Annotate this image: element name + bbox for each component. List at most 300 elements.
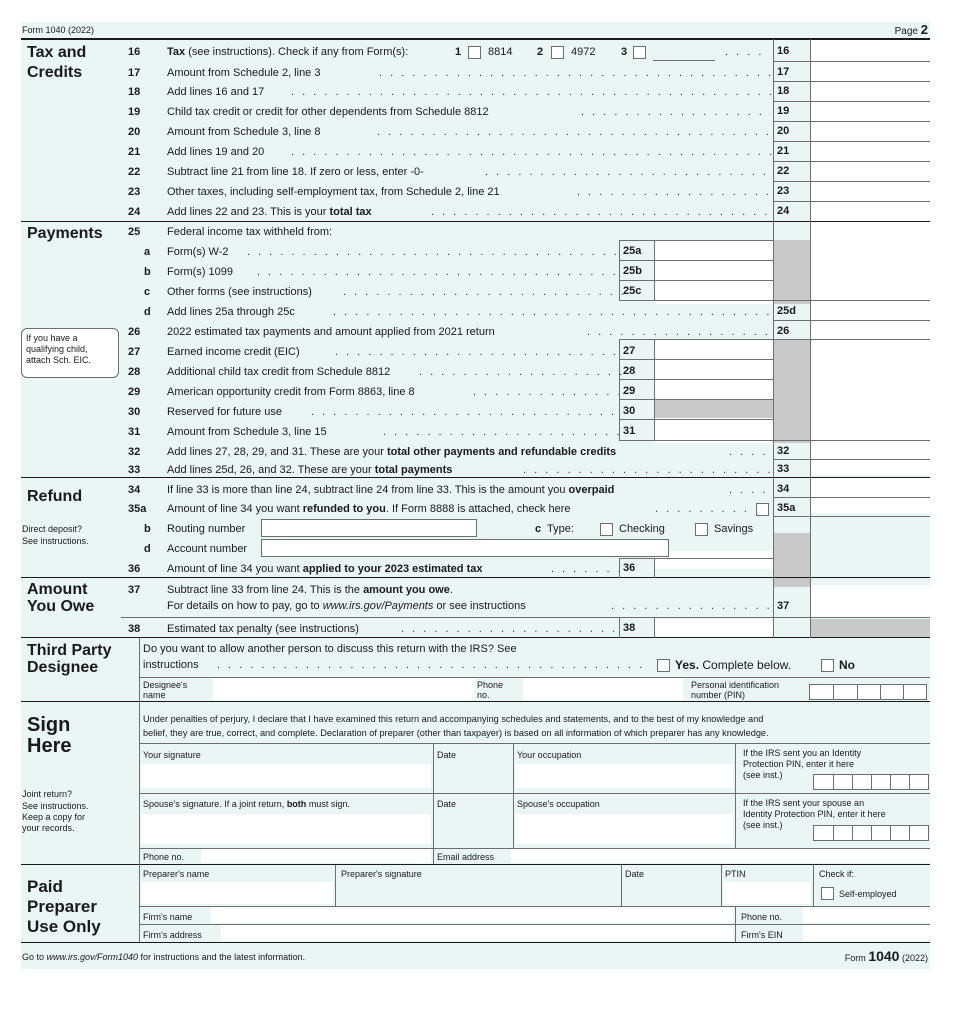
rule xyxy=(433,849,434,864)
ippin-label-3: (see inst.) xyxy=(743,770,783,780)
ippin-label-1: If the IRS sent you an Identity xyxy=(743,748,862,758)
shaded-cell-25abc xyxy=(773,240,810,304)
designee-pin-input[interactable] xyxy=(809,684,927,700)
savings-checkbox[interactable] xyxy=(695,523,708,536)
line-28-label: Additional child tax credit from Schedule 8812 xyxy=(167,366,391,378)
box-32: 32 xyxy=(777,445,790,457)
line-25b-letter: b xyxy=(144,266,151,278)
leader-dots xyxy=(577,186,771,199)
footer-go-to: Go to xyxy=(22,952,47,962)
perjury-line-2: belief, they are true, correct, and complete. Declaration of preparer (other than taxpayer) is based on all information of which preparer has any knowledge. xyxy=(143,728,769,738)
line-16-bold: Tax xyxy=(167,46,186,58)
joint-note-3: Keep a copy for xyxy=(22,812,86,822)
line-33-label xyxy=(167,464,452,477)
spouse-ippin-label-2: Identity Protection PIN, enter it here xyxy=(743,809,886,819)
rule xyxy=(773,497,930,498)
line-29-num: 29 xyxy=(128,386,141,398)
direct-deposit-note-2: See instructions. xyxy=(22,536,89,546)
line-35a-bold: refunded to you xyxy=(302,503,386,515)
header-rule xyxy=(21,38,930,40)
rule xyxy=(773,300,930,301)
rule xyxy=(139,702,140,942)
other-form-checkbox[interactable] xyxy=(633,46,646,59)
designee-pin-label-1: Personal identification xyxy=(691,680,780,690)
rule xyxy=(619,300,773,301)
line-35a-text2: . If Form 8888 is attached, check here xyxy=(385,503,571,515)
line-25c-label: Other forms (see instructions) xyxy=(167,286,312,298)
page-num: 2 xyxy=(920,22,928,37)
eic-note-line: If you have a xyxy=(26,333,78,343)
box-20: 20 xyxy=(777,125,790,137)
preparer-signature-label: Preparer's signature xyxy=(341,869,422,879)
rule xyxy=(654,558,655,578)
inner-amount-25abc xyxy=(654,240,773,304)
line-19-label: Child tax credit or credit for other dependents from Schedule 8812 xyxy=(167,106,489,118)
perjury-line-1: Under penalties of perjury, I declare that I have examined this return and accompanying schedules and statements, and to the best of my knowledge and xyxy=(143,714,764,724)
shaded-line-38 xyxy=(810,619,930,638)
line-27-label: Earned income credit (EIC) xyxy=(167,346,300,358)
account-type-label: Type: xyxy=(547,523,574,535)
designee-name-label-1: Designee's xyxy=(143,680,188,690)
page-prefix: Page xyxy=(894,26,918,37)
section-sign-2: Here xyxy=(27,735,72,757)
rule xyxy=(121,617,773,618)
line-38-label: Estimated tax penalty (see instructions) xyxy=(167,623,359,635)
line-18-label: Add lines 16 and 17 xyxy=(167,86,265,98)
box-29: 29 xyxy=(623,385,636,397)
firm-phone-input[interactable] xyxy=(803,907,930,923)
line-31-num: 31 xyxy=(128,426,141,438)
leader-dots xyxy=(431,206,771,219)
rule xyxy=(773,440,930,441)
line-16-label xyxy=(167,46,408,59)
line-32-bold: total other payments and refundable credits xyxy=(386,446,617,458)
box-28: 28 xyxy=(623,365,636,377)
firm-ein-input[interactable] xyxy=(803,925,930,941)
form-8814-checkbox[interactable] xyxy=(468,46,481,59)
spouse-ippin-label-3: (see inst.) xyxy=(743,820,783,830)
designee-no-checkbox[interactable] xyxy=(821,659,834,672)
line-25c-letter: c xyxy=(144,286,151,298)
leader-dots xyxy=(311,406,623,419)
leader-dots xyxy=(401,623,623,636)
leader-dots xyxy=(611,600,771,613)
routing-label: Routing number xyxy=(167,523,246,535)
self-employed-checkbox[interactable] xyxy=(821,887,834,900)
line-34-label xyxy=(167,484,614,497)
line-30-num: 30 xyxy=(128,406,141,418)
rule xyxy=(621,865,622,906)
leader-dots xyxy=(377,126,771,139)
designee-no-label: No xyxy=(839,658,855,672)
leader-dots xyxy=(473,386,623,399)
box-25d: 25d xyxy=(777,305,796,317)
form-4972-checkbox[interactable] xyxy=(551,46,564,59)
rule xyxy=(735,744,736,849)
preparer-name-input[interactable] xyxy=(141,882,333,904)
rule xyxy=(773,516,930,517)
rule xyxy=(619,339,620,441)
rule xyxy=(619,280,773,281)
leader-dots xyxy=(729,446,771,459)
section-payments: Payments xyxy=(27,225,103,242)
designee-name-label-2: name xyxy=(143,690,166,700)
line-16-text: (see instructions). Check if any from Form(s): xyxy=(185,46,409,58)
firm-name-label: Firm's name xyxy=(143,912,193,922)
line-37-details xyxy=(167,600,526,613)
rule xyxy=(773,161,930,162)
rule xyxy=(773,201,930,202)
footer-rest: for instructions and the latest information. xyxy=(138,952,306,962)
spouse-date-label: Date xyxy=(437,799,457,809)
checking-checkbox[interactable] xyxy=(600,523,613,536)
section-rule xyxy=(21,221,930,222)
savings-label: Savings xyxy=(714,523,754,535)
rule xyxy=(619,558,620,578)
line-34-text: If line 33 is more than line 24, subtract line 24 from line 33. This is the amount you xyxy=(167,484,569,496)
routing-number-input[interactable] xyxy=(261,519,477,537)
account-number-input[interactable] xyxy=(261,539,669,557)
inner-amount-27-31 xyxy=(654,339,773,443)
line-32-num: 32 xyxy=(128,446,141,458)
section-preparer-2: Preparer xyxy=(27,897,97,916)
form-8814-label: 8814 xyxy=(488,46,513,58)
box-21: 21 xyxy=(777,145,790,157)
rule xyxy=(773,222,774,478)
occupation-input[interactable] xyxy=(515,764,733,788)
line-22-num: 22 xyxy=(128,166,141,178)
box-22: 22 xyxy=(777,165,790,177)
rule xyxy=(810,478,811,578)
amount-column-owe xyxy=(810,585,930,618)
rule xyxy=(619,379,773,380)
box-17: 17 xyxy=(777,66,790,78)
designee-yes-checkbox[interactable] xyxy=(657,659,670,672)
spouse-occupation-input[interactable] xyxy=(515,814,733,844)
section-amount-owe-1: Amount xyxy=(27,581,88,598)
line-34-num: 34 xyxy=(128,484,141,496)
box-23: 23 xyxy=(777,185,790,197)
line-19-num: 19 xyxy=(128,106,141,118)
line-16-opt3: 3 xyxy=(621,46,628,58)
leader-dots xyxy=(725,46,769,59)
footer-form-label xyxy=(845,948,928,964)
line-31-label: Amount from Schedule 3, line 15 xyxy=(167,426,327,438)
leader-dots xyxy=(257,266,623,279)
rule xyxy=(654,339,655,441)
account-type-letter: c xyxy=(535,523,542,535)
section-tax-credits-2: Credits xyxy=(27,64,83,81)
line-33-bold: total payments xyxy=(374,464,453,476)
routing-letter: b xyxy=(144,523,151,535)
line-28-num: 28 xyxy=(128,366,141,378)
date-label: Date xyxy=(437,750,457,760)
line-35a-text: Amount of line 34 you want xyxy=(167,503,303,515)
rule xyxy=(619,618,620,638)
line-16-opt2: 2 xyxy=(537,46,544,58)
rule xyxy=(810,578,811,638)
your-signature-label: Your signature xyxy=(143,750,201,760)
line-32-label xyxy=(167,446,616,459)
designee-pin-label-2: number (PIN) xyxy=(691,690,746,700)
email-label: Email address xyxy=(437,852,495,862)
section-third-party-1: Third Party xyxy=(27,642,112,659)
line-17-num: 17 xyxy=(128,67,141,79)
leader-dots xyxy=(333,306,771,319)
line-35a-num: 35a xyxy=(128,503,147,515)
box-16: 16 xyxy=(777,45,790,57)
designee-question-1: Do you want to allow another person to discuss this return with the IRS? See xyxy=(143,643,517,655)
box-33: 33 xyxy=(777,463,790,475)
rule xyxy=(654,240,655,301)
section-rule xyxy=(21,942,930,943)
rule xyxy=(810,39,811,222)
form-1040-page-2 xyxy=(21,22,930,969)
line-30-label: Reserved for future use xyxy=(167,406,282,418)
account-label: Account number xyxy=(167,543,248,555)
leader-dots xyxy=(581,106,771,119)
rule xyxy=(773,578,774,638)
line-24-num: 24 xyxy=(128,206,141,218)
line-36-label xyxy=(167,563,482,576)
rule xyxy=(773,478,774,578)
rule xyxy=(139,638,140,702)
leader-dots xyxy=(379,67,771,80)
direct-deposit-note-1: Direct deposit? xyxy=(22,524,83,534)
phone-input[interactable] xyxy=(201,849,431,863)
line-24-label xyxy=(167,206,372,219)
ptin-label: PTIN xyxy=(725,869,746,879)
account-letter: d xyxy=(144,543,151,555)
spouse-occupation-label: Spouse's occupation xyxy=(517,799,600,809)
line-24-text: Add lines 22 and 23. This is your xyxy=(167,206,330,218)
rule xyxy=(619,558,773,559)
firm-address-input[interactable] xyxy=(221,925,733,941)
line-16-opt1: 1 xyxy=(455,46,462,58)
form-year-label: Form 1040 (2022) xyxy=(22,25,95,35)
shaded-cell-routing xyxy=(773,533,810,587)
amount-column-25 xyxy=(810,240,930,304)
line-25a-label: Form(s) W-2 xyxy=(167,246,229,258)
footer-instructions xyxy=(22,952,305,962)
line-29-label: American opportunity credit from Form 8863, line 8 xyxy=(167,386,415,398)
box-34: 34 xyxy=(777,483,790,495)
amount-column-refund xyxy=(810,477,930,513)
self-employed-label: Self-employed xyxy=(839,889,897,899)
spouse-ippin-label-1: If the IRS sent your spouse an xyxy=(743,798,865,808)
rule xyxy=(773,459,930,460)
line-37-num: 37 xyxy=(128,584,141,596)
spouse-signature-label xyxy=(143,799,350,809)
designee-question-2: instructions xyxy=(143,659,199,671)
firm-phone-label: Phone no. xyxy=(741,912,783,922)
line-37-end: . xyxy=(449,584,453,596)
designee-phone-input[interactable] xyxy=(523,678,683,700)
designee-yes-label xyxy=(675,659,791,672)
line-25-num: 25 xyxy=(128,226,141,238)
inner-amount-38 xyxy=(654,619,773,638)
rule xyxy=(619,359,773,360)
rule xyxy=(654,618,655,638)
line-25b-label: Form(s) 1099 xyxy=(167,266,234,278)
line-20-num: 20 xyxy=(128,126,141,138)
line-25d-letter: d xyxy=(144,306,151,318)
payments-link[interactable]: www.irs.gov/Payments xyxy=(322,600,434,612)
footer-form-word: Form xyxy=(844,953,866,963)
rule xyxy=(773,617,930,618)
your-signature-input[interactable] xyxy=(141,764,431,788)
footer-year: (2022) xyxy=(901,953,928,963)
rule xyxy=(619,419,773,420)
section-preparer-1: Paid xyxy=(27,877,63,896)
line-20-label: Amount from Schedule 3, line 8 xyxy=(167,126,321,138)
joint-note-2: See instructions. xyxy=(22,801,89,811)
occupation-label: Your occupation xyxy=(517,750,582,760)
section-rule xyxy=(21,477,930,478)
line-23-num: 23 xyxy=(128,186,141,198)
line-21-label: Add lines 19 and 20 xyxy=(167,146,265,158)
box-25c: 25c xyxy=(623,285,642,297)
spouse-sig-bold: both xyxy=(286,799,307,809)
designee-yes-text: Complete below. xyxy=(699,658,792,672)
rule xyxy=(773,81,930,82)
box-19: 19 xyxy=(777,105,790,117)
leader-dots xyxy=(217,659,651,672)
box-30: 30 xyxy=(623,405,636,417)
section-rule xyxy=(21,701,930,702)
amount-column-payments xyxy=(810,304,930,475)
leader-dots xyxy=(655,503,751,516)
checking-label: Checking xyxy=(619,523,665,535)
line-36-num: 36 xyxy=(128,563,141,575)
ippin-input[interactable] xyxy=(813,774,929,790)
firm-address-label: Firm's address xyxy=(143,930,202,940)
form-4972-label: 4972 xyxy=(571,46,596,58)
line-36-bold: applied to your 2023 estimated tax xyxy=(302,563,483,575)
section-rule xyxy=(21,637,930,638)
other-form-input[interactable] xyxy=(653,60,715,61)
firm-name-input[interactable] xyxy=(211,907,733,923)
spouse-ippin-input[interactable] xyxy=(813,825,929,841)
leader-dots xyxy=(383,426,623,439)
leader-dots xyxy=(729,484,771,497)
rule xyxy=(619,240,620,301)
rule xyxy=(773,339,930,340)
line-24-bold: total tax xyxy=(329,206,372,218)
line-38-num: 38 xyxy=(128,623,141,635)
section-rule xyxy=(21,577,930,578)
box-18: 18 xyxy=(777,85,790,97)
rule xyxy=(619,339,773,340)
leader-dots xyxy=(343,286,623,299)
line-25-label: Federal income tax withheld from: xyxy=(167,226,333,238)
ptin-input[interactable] xyxy=(723,882,811,904)
section-amount-owe-2: You Owe xyxy=(27,598,95,615)
section-refund: Refund xyxy=(27,488,83,505)
designee-phone-label-1: Phone xyxy=(477,680,504,690)
line-27-num: 27 xyxy=(128,346,141,358)
spouse-signature-input[interactable] xyxy=(141,814,431,844)
rule xyxy=(721,865,722,906)
rule xyxy=(813,865,814,906)
designee-phone-label-2: no. xyxy=(477,690,490,700)
line-18-num: 18 xyxy=(128,86,141,98)
section-preparer-3: Use Only xyxy=(27,917,101,936)
line-36-text: Amount of line 34 you want xyxy=(167,563,303,575)
form-8888-checkbox[interactable] xyxy=(756,503,769,516)
footer-form-num: 1040 xyxy=(868,948,900,964)
firm-ein-label: Firm's EIN xyxy=(741,930,783,940)
rule xyxy=(335,865,336,906)
leader-dots xyxy=(551,563,623,576)
leader-dots xyxy=(419,366,623,379)
rule xyxy=(773,320,930,321)
leader-dots xyxy=(291,86,771,99)
shaded-line-30 xyxy=(654,400,773,418)
section-rule xyxy=(21,864,930,865)
page-number xyxy=(895,22,928,37)
eic-note xyxy=(21,328,119,378)
line-17-label: Amount from Schedule 2, line 3 xyxy=(167,67,321,79)
box-25a: 25a xyxy=(623,245,642,257)
rule xyxy=(773,181,930,182)
line-26-num: 26 xyxy=(128,326,141,338)
preparer-date-label: Date xyxy=(625,869,645,879)
leader-dots xyxy=(335,346,623,359)
email-input[interactable] xyxy=(511,849,930,863)
leader-dots xyxy=(523,464,771,477)
leader-dots xyxy=(587,326,771,339)
rule xyxy=(433,744,434,849)
line-37-bold: amount you owe xyxy=(363,584,450,596)
eic-note-line: attach Sch. EIC. xyxy=(26,355,92,365)
box-37: 37 xyxy=(777,600,790,612)
section-sign-1: Sign xyxy=(27,714,71,736)
box-38: 38 xyxy=(623,622,636,634)
box-26: 26 xyxy=(777,325,790,337)
rule xyxy=(773,39,774,222)
rule xyxy=(773,61,930,62)
rule xyxy=(139,793,930,794)
box-25b: 25b xyxy=(623,265,642,277)
box-24: 24 xyxy=(777,205,790,217)
rule xyxy=(773,141,930,142)
line-37-label xyxy=(167,584,453,597)
section-tax-credits-1: Tax and xyxy=(27,44,87,61)
line-37-text: Subtract line 33 from line 24. This is the xyxy=(167,584,364,596)
rule xyxy=(619,399,773,400)
rule xyxy=(619,240,773,241)
line-33-num: 33 xyxy=(128,464,141,476)
rule xyxy=(619,260,773,261)
rule xyxy=(773,101,930,102)
joint-note-1: Joint return? xyxy=(22,789,73,799)
designee-name-input[interactable] xyxy=(213,678,475,700)
rule xyxy=(773,121,930,122)
footer-link[interactable]: www.irs.gov/Form1040 xyxy=(46,952,139,962)
spouse-sig-text2: must sign. xyxy=(306,799,350,809)
box-35a: 35a xyxy=(777,502,796,514)
leader-dots xyxy=(247,246,623,259)
line-34-bold: overpaid xyxy=(568,484,615,496)
line-25a-letter: a xyxy=(144,246,151,258)
box-36: 36 xyxy=(623,562,636,574)
line-35a-label xyxy=(167,503,571,516)
ippin-label-2: Protection PIN, enter it here xyxy=(743,759,855,769)
rule xyxy=(810,222,811,478)
eic-note-line: qualifying child, xyxy=(26,344,88,354)
box-31: 31 xyxy=(623,425,636,437)
